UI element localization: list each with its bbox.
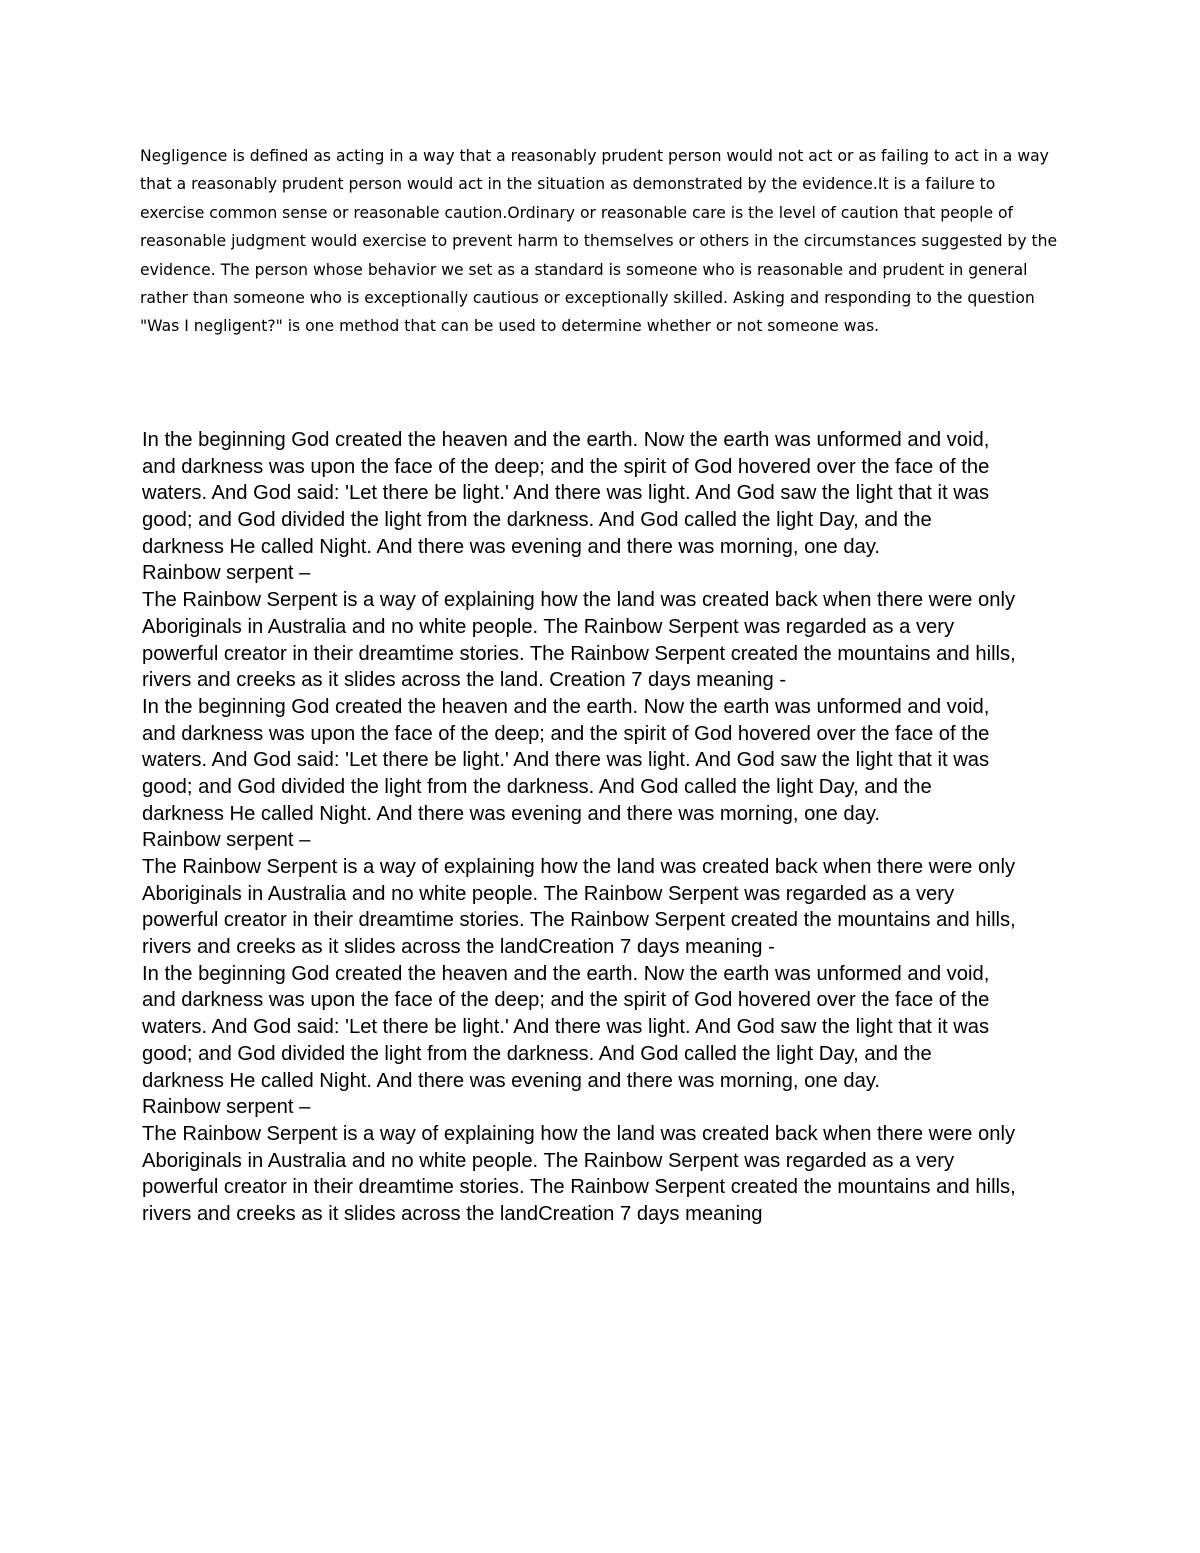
text-line: and darkness was upon the face of the deep; and the spirit of God hovered over the face of the	[142, 722, 990, 745]
text-line: good; and God divided the light from the darkness. And God called the light Day, and the	[142, 775, 932, 798]
text-line: rivers and creeks as it slides across the landCreation 7 days meaning -	[142, 936, 775, 959]
text-line: waters. And God said: 'Let there be light.' And there was light. And God saw the light that it was	[142, 482, 990, 505]
text-line: darkness He called Night. And there was evening and there was morning, one day.	[142, 802, 881, 825]
text-line: The Rainbow Serpent is a way of explaining how the land was created back when there were only	[142, 856, 1016, 878]
text-line: good; and God divided the light from the darkness. And God called the light Day, and the	[142, 509, 932, 532]
text-line: rivers and creeks as it slides across the land. Creation 7 days meaning -	[142, 669, 787, 692]
text-line: darkness He called Night. And there was evening and there was morning, one day.	[142, 535, 881, 558]
text-line: and darkness was upon the face of the deep; and the spirit of God hovered over the face of the	[142, 989, 990, 1012]
section-label: Rainbow serpent –	[142, 1096, 311, 1119]
text-line: rivers and creeks as it slides across the landCreation 7 days meaning	[142, 1202, 763, 1225]
text-line: darkness He called Night. And there was evening and there was morning, one day.	[142, 1069, 881, 1092]
text-line: The Rainbow Serpent is a way of explaining how the land was created back when there were only	[142, 1122, 1016, 1145]
text-line: powerful creator in their dreamtime stories. The Rainbow Serpent created the mountains and hills,	[142, 642, 1016, 665]
section-label: Rainbow serpent –	[142, 829, 311, 852]
text-line: waters. And God said: 'Let there be light.' And there was light. And God saw the light that it was	[142, 1016, 990, 1039]
text-line: powerful creator in their dreamtime stories. The Rainbow Serpent created the mountains and hills,	[142, 1176, 1016, 1199]
text-line: waters. And God said: 'Let there be light.' And there was light. And God saw the light that it was	[142, 749, 990, 772]
text-line: In the beginning God created the heaven and the earth. Now the earth was unformed and void,	[142, 429, 990, 451]
text-line: In the beginning God created the heaven and the earth. Now the earth was unformed and void,	[142, 695, 990, 718]
text-line: Aboriginals in Australia and no white people. The Rainbow Serpent was regarded as a very	[142, 615, 955, 638]
text-line: In the beginning God created the heaven and the earth. Now the earth was unformed and void,	[142, 962, 990, 985]
text-line: Aboriginals in Australia and no white people. The Rainbow Serpent was regarded as a very	[142, 882, 955, 905]
section-label: Rainbow serpent –	[142, 562, 311, 585]
text-line: good; and God divided the light from the darkness. And God called the light Day, and the	[142, 1042, 932, 1065]
text-line: and darkness was upon the face of the deep; and the spirit of God hovered over the face of the	[142, 455, 990, 478]
negligence-paragraph: Negligence is defined as acting in a way that a reasonably prudent person would not act or as failing to act in a way that a reasonably prudent person would act in the situation as demonstrated by the evidence.It is a failure to exercise common sense or reasonable caution.Ordinary or reasonable care is the level of caution that people of reasonable judgment would exercise to prevent harm to themselves or others in the circumstances suggested by the evidence. The person whose behavior we set as a standard is someone who is reasonable and prudent in general rather than someone who is exceptionally cautious or exceptionally skilled. Asking and responding to the question "Was I negligent?" is one method that can be used to determine whether or not someone was.	[140, 147, 1058, 336]
text-line: powerful creator in their dreamtime stories. The Rainbow Serpent created the mountains and hills,	[142, 909, 1016, 932]
text-line: The Rainbow Serpent is a way of explaining how the land was created back when there were only	[142, 589, 1016, 612]
body-text-block	[142, 427, 1082, 1228]
text-line: Aboriginals in Australia and no white people. The Rainbow Serpent was regarded as a very	[142, 1149, 955, 1172]
